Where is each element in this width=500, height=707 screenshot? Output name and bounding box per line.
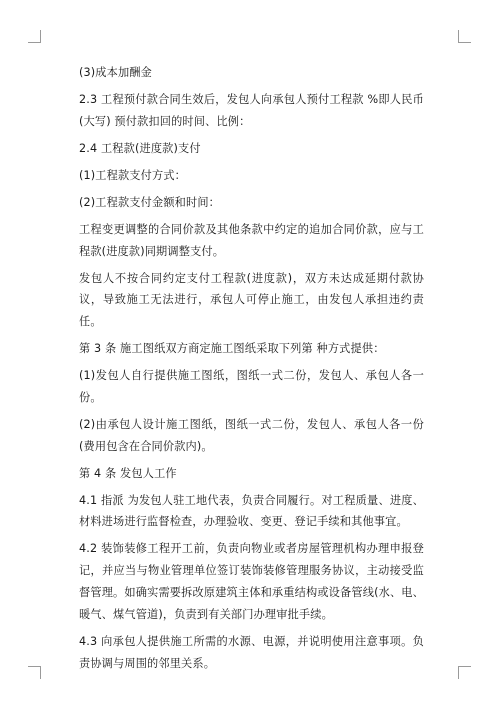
document-body (79, 62, 424, 680)
paragraph-payment-method: (1)工程款支付方式： (79, 168, 186, 182)
paragraph-cost-plus: (3)成本加酬金 (79, 66, 152, 79)
paragraph-late-payment: 发包人不按合同约定支付工程款(进度款)，双方未达成延期付款协议，导致施工无法进行，承包人可停止施工，由发包人承担违约责任。 (79, 271, 424, 329)
paragraph-payment-amount-time: (2)工程款支付金额和时间： (79, 195, 221, 209)
crop-mark-bottom-right (458, 666, 471, 679)
crop-mark-top-left (28, 30, 41, 43)
crop-mark-top-right (458, 30, 471, 43)
paragraph-change-adjustment: 工程变更调整的合同价款及其他条款中约定的追加合同价款，应与工程款(进度款)同期调整支付。 (79, 222, 424, 258)
paragraph-progress-payment-heading: 2.4 工程款(进度款)支付 (79, 141, 201, 155)
paragraph-article-3: 第 3 条 施工图纸双方商定施工图纸采取下列第 种方式提供： (79, 342, 385, 356)
paragraph-4-1: 4.1 指派 为发包人驻工地代表，负责合同履行。对工程质量、进度、材料进场进行监督检查，办理验收、变更、登记手续和其他事宜。 (79, 493, 424, 529)
paragraph-advance-payment: 2.3 工程预付款合同生效后，发包人向承包人预付工程款 %即人民币(大写) 预付款扣回的时间、比例： (79, 92, 424, 128)
crop-mark-bottom-left (28, 666, 41, 679)
paragraph-4-2: 4.2 装饰装修工程开工前，负责向物业或者房屋管理机构办理申报登记，并应当与物业管理单位签订装饰装修管理服务协议，主动接受监督管理。如确实需要拆改原建筑主体和承重结构或设备管线(水、电、暖气、煤气管道)，负责到有关部门办理审批手续。 (79, 542, 424, 621)
paragraph-drawings-option-2: (2)由承包人设计施工图纸，图纸一式二份，发包人、承包人各一份(费用包含在合同价款内)。 (79, 417, 424, 453)
paragraph-drawings-option-1: (1)发包人自行提供施工图纸，图纸一式二份，发包人、承包人各一份。 (79, 369, 424, 404)
paragraph-4-3: 4.3 向承包人提供施工所需的水源、电源，并说明使用注意事项。负责协调与周围的邻里关系。 (79, 634, 424, 670)
paragraph-article-4: 第 4 条 发包人工作 (79, 466, 177, 480)
